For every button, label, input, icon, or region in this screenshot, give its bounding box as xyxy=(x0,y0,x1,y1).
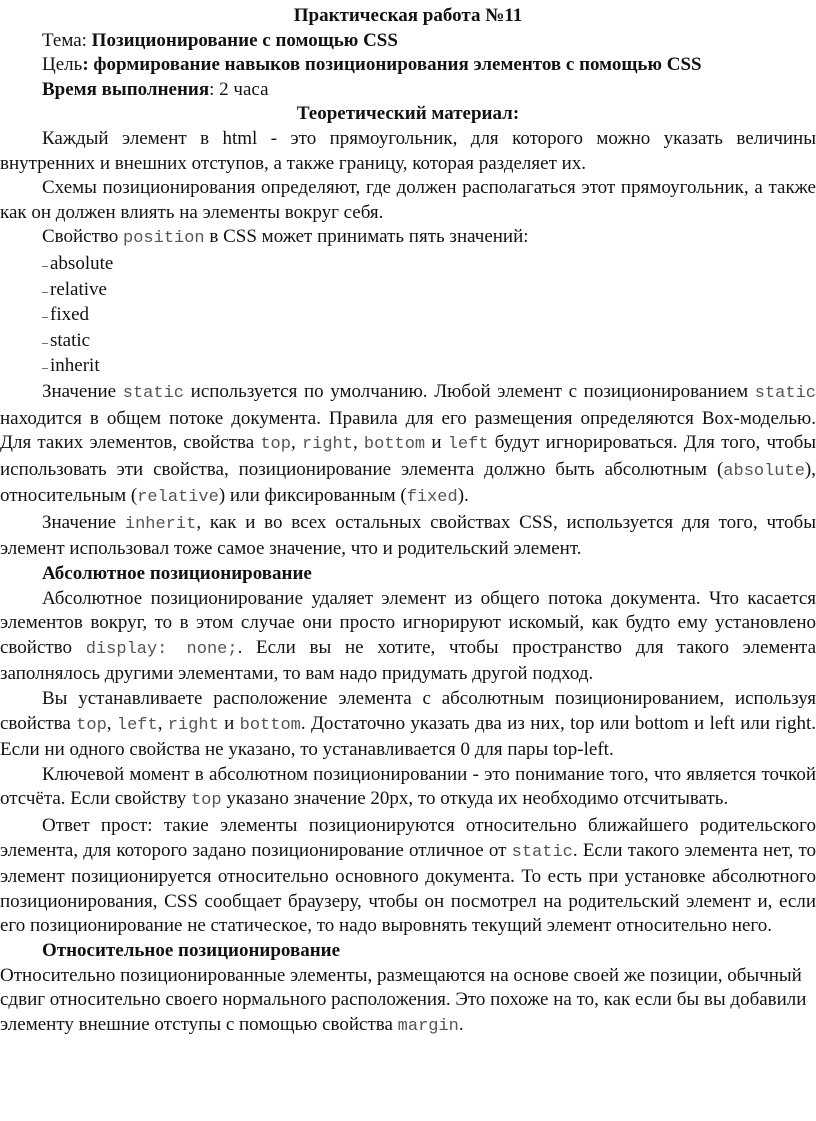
text-span: . Достаточно указать два из них, top или bottom и left или right. Если ни одного свойства не указано, то устанавливается 0 для пары top-left. xyxy=(0,712,816,761)
text-span: указано значение 20px, то откуда их необходимо отсчитывать. xyxy=(221,788,729,810)
code-top: top xyxy=(190,791,222,811)
relative-positioning-heading: Относительное позиционирование xyxy=(42,939,341,961)
dash-icon: – xyxy=(42,360,48,375)
list-item-label: fixed xyxy=(50,304,90,326)
text-span: Ключевой момент в абсолютном позиционировании - это понимание того, что является точкой отсчёта. Если свойству xyxy=(0,763,816,810)
list-item xyxy=(0,329,816,355)
document-title: Практическая работа №11 xyxy=(293,5,523,26)
code-relative: relative xyxy=(137,488,219,508)
paragraph-10 xyxy=(0,964,816,1040)
absolute-positioning-heading: Абсолютное позиционирование xyxy=(42,563,312,585)
code-right: right xyxy=(167,715,219,735)
paragraph-1: Каждый элемент в html - это прямоугольник, для которого можно указать величины внутренних и внешних отступов, а также границу, которая разделяет их. xyxy=(0,127,816,174)
list-item-label: static xyxy=(50,329,91,351)
topic-value: Позиционирование с помощью CSS xyxy=(91,29,398,51)
text-span: и xyxy=(218,712,240,734)
text-span: ). xyxy=(457,485,469,507)
goal-label: Цель xyxy=(42,54,83,76)
text-span: Ответ прост: такие элементы позиционируются относительно ближайшего родительского элемента, для которого задано позиционирование отличное от xyxy=(0,815,816,861)
time-line xyxy=(0,78,816,103)
text-span: . Если вы не хотите, чтобы пространство для такого элемента заполнялось другими элементами, то вам надо придумать другой подход. xyxy=(0,636,816,685)
position-values-list xyxy=(0,252,816,380)
paragraph-7 xyxy=(0,687,816,763)
code-absolute: absolute xyxy=(723,461,805,481)
code-top: top xyxy=(76,715,107,735)
code-position: position xyxy=(123,229,205,249)
code-static: static xyxy=(511,842,573,862)
dash-icon: – xyxy=(42,283,48,298)
code-fixed: fixed xyxy=(406,488,458,508)
code-bottom: bottom xyxy=(239,715,301,735)
list-item-label: relative xyxy=(50,278,107,300)
list-item xyxy=(0,354,816,380)
code-display-none: display: none; xyxy=(85,639,238,659)
dash-icon: – xyxy=(42,309,48,324)
text-span: Вы устанавливаете расположение элемента с абсолютным позиционированием, используя свойства xyxy=(0,688,816,734)
theory-heading: Теоретический материал: xyxy=(296,103,520,125)
text-span: ) или фиксированным ( xyxy=(218,485,407,507)
paragraph-4 xyxy=(0,380,816,511)
code-static: static xyxy=(122,383,184,403)
text-span: находится в общем потоке документа. Правила для его размещения определяются Box-моделью. Для таких элементов, свойства xyxy=(0,407,816,454)
code-static: static xyxy=(754,383,816,403)
goal-line xyxy=(0,53,816,78)
topic-line xyxy=(0,29,816,54)
text-span: , xyxy=(157,712,168,734)
text-span: и xyxy=(425,432,448,454)
text-span: будут игнорироваться. Для того, чтобы использовать эти свойства, позиционирование элемента должно быть абсолютным ( xyxy=(0,432,816,480)
text-span: в CSS может принимать пять значений: xyxy=(204,226,529,248)
text-span: Значение xyxy=(42,380,123,402)
list-item-label: inherit xyxy=(50,355,100,377)
text-span: , как и во всех остальных свойствах CSS, используется для того, чтобы элемент использовал тоже самое значение, что и родительский элемент. xyxy=(0,511,816,560)
topic-label: Тема: xyxy=(42,29,87,51)
time-label: Время выполнения xyxy=(42,78,210,100)
text-span: . xyxy=(458,1013,464,1035)
paragraph-6 xyxy=(0,587,816,687)
text-span: Свойство xyxy=(42,226,124,248)
goal-value: : формирование навыков позиционирования элементов с помощью CSS xyxy=(82,54,702,76)
text-span: Относительно позиционированные элементы, размещаются на основе своей же позиции, обычный сдвиг относительно своего нормального расположения. Это похоже на то, как если бы вы добавили элементу внешние отступы с помощью свойства xyxy=(0,964,807,1035)
code-left: left xyxy=(447,435,489,455)
paragraph-2: Схемы позиционирования определяют, где должен располагаться этот прямоугольник, а также как он должен влиять на элементы вокруг себя. xyxy=(0,177,816,223)
paragraph-8 xyxy=(0,763,816,814)
code-bottom: bottom xyxy=(363,435,426,455)
text-span: используется по умолчанию. Любой элемент с позиционированием xyxy=(184,380,755,402)
paragraph-5 xyxy=(0,511,816,562)
list-item xyxy=(0,278,816,304)
paragraph-9 xyxy=(0,814,816,939)
dash-icon: – xyxy=(42,334,48,349)
list-item xyxy=(0,252,816,278)
list-item-label: absolute xyxy=(50,252,114,274)
text-span: Абсолютное позиционирование удаляет элемент из общего потока документа. Что касается элементов вокруг, то в этом случае они просто игнорируют искомый, как будто ему установлено свойство xyxy=(0,587,816,658)
text-span: ), относительным ( xyxy=(0,458,816,507)
text-span: , xyxy=(290,432,302,454)
time-value: : 2 часа xyxy=(209,78,269,100)
paragraph-3 xyxy=(0,225,816,252)
code-right: right xyxy=(301,435,353,455)
code-left: left xyxy=(116,715,158,735)
text-span: Значение xyxy=(42,511,125,533)
code-margin: margin xyxy=(397,1016,459,1036)
list-item xyxy=(0,303,816,329)
text-span: , xyxy=(106,712,117,734)
dash-icon: – xyxy=(42,257,48,272)
code-inherit: inherit xyxy=(124,514,197,534)
text-span: , xyxy=(352,432,364,454)
text-span: . Если такого элемента нет, то элемент позиционируется относительно основного документа. То есть при установке абсолютного позиционирования, CSS сообщает браузеру, чтобы он посмотрел на родительский элемент и, если его позиционирование не статическое, то надо выровнять текущий элемент относительно него. xyxy=(0,839,816,937)
code-top: top xyxy=(260,435,291,455)
